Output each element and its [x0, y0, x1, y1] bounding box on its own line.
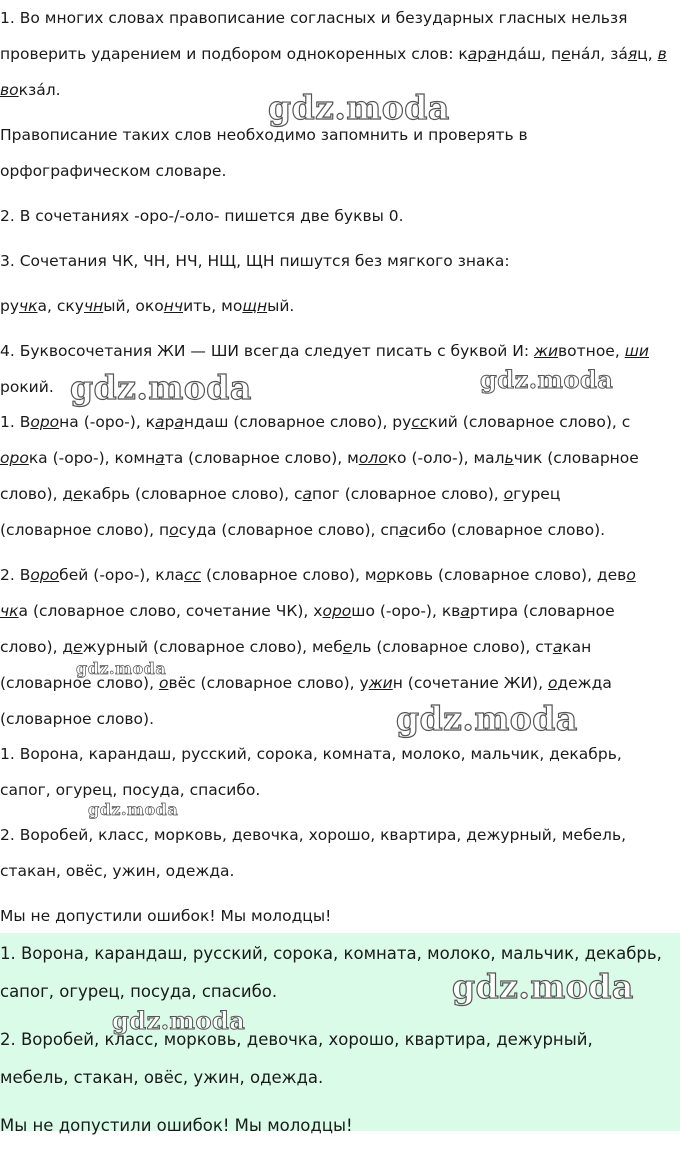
highlighted-letters: а	[399, 521, 409, 539]
text-line	[0, 637, 680, 657]
text-line	[0, 448, 680, 468]
text-fragment: 4. Буквосочетания ЖИ — ШИ всегда следует писать с буквой И:	[0, 342, 534, 360]
watermark-logo: gdz.moda	[76, 659, 167, 678]
text-fragment: ый, око	[103, 297, 164, 315]
text-line	[0, 520, 680, 540]
text-fragment: (словарное слово), п	[0, 521, 170, 539]
text-fragment: кий (словарное слово), с	[428, 413, 631, 431]
highlighted-letters: жи	[533, 342, 559, 360]
highlighted-letters: ь	[504, 449, 514, 467]
highlighted-letters: е	[342, 638, 353, 656]
answer-line: Мы не допустили ошибок! Мы молодцы!	[0, 1116, 353, 1135]
highlighted-letters: оро	[30, 566, 60, 584]
highlighted-letters: оро	[30, 413, 60, 431]
text-fragment: 1. Ворона, карандаш, русский, сорока, комната, молоко, мальчик, декабрь,	[0, 745, 622, 763]
text-fragment: проверить ударением и подбором однокоренных слов: к	[0, 45, 468, 63]
highlighted-letters: а	[174, 413, 184, 431]
text-fragment: чик (словарное	[513, 449, 639, 467]
text-line	[0, 565, 680, 585]
highlighted-letters: жи	[368, 674, 393, 692]
highlighted-letters: о	[503, 485, 514, 503]
text-fragment: 3. Сочетания ЧК, ЧН, НЧ, НЩ, ЩН пишутся без мягкого знака:	[0, 252, 510, 270]
text-line	[0, 125, 680, 145]
text-fragment: на́л, за́	[570, 45, 628, 63]
text-fragment: ру	[0, 297, 20, 315]
watermark-logo: gdz.moda	[452, 967, 634, 1006]
text-fragment: бей (-оро-), кла	[59, 566, 184, 584]
text-fragment: 2. Воробей, класс, морковь, девочка, хорошо, квартира, дежурный, мебель,	[0, 826, 627, 844]
highlighted-letters: а	[302, 485, 312, 503]
text-fragment: ц,	[637, 45, 658, 63]
text-fragment: вёс (словарное слово), у	[168, 674, 369, 692]
text-fragment: пог (словарное слово),	[312, 485, 504, 503]
watermark-logo: gdz.moda	[268, 88, 450, 127]
text-fragment: та (словарное слово), м	[164, 449, 359, 467]
text-fragment: н (сочетание ЖИ),	[392, 674, 548, 692]
text-fragment: р	[477, 45, 488, 63]
text-fragment: шо (-оро-), кв	[351, 602, 461, 620]
text-fragment: ль (словарное слово), ст	[352, 638, 553, 656]
text-line	[0, 251, 680, 271]
highlighted-letters: нч	[163, 297, 184, 315]
text-fragment: ндаш (словарное слово), ру	[183, 413, 412, 431]
text-fragment: р	[164, 413, 175, 431]
watermark-logo: gdz.moda	[70, 368, 252, 407]
highlighted-letters: ши	[624, 342, 649, 360]
text-line	[0, 906, 680, 926]
highlighted-letters: о	[169, 521, 179, 539]
watermark-logo: gdz.moda	[396, 699, 578, 738]
highlighted-letters: е	[73, 485, 83, 503]
text-line	[0, 412, 680, 432]
text-line	[0, 601, 680, 621]
highlighted-letters: а	[552, 638, 563, 656]
watermark-logo: gdz.moda	[480, 365, 614, 394]
text-fragment: орфографическом словаре.	[0, 162, 227, 180]
text-fragment: суда (словарное слово), сп	[178, 521, 399, 539]
text-fragment: 1. В	[0, 413, 31, 431]
text-fragment: вотное,	[558, 342, 625, 360]
highlighted-letters: сс	[411, 413, 429, 431]
highlighted-letters: я	[627, 45, 638, 63]
highlighted-letters: оро	[322, 602, 352, 620]
highlighted-letters: оло	[358, 449, 388, 467]
highlighted-letters: о	[376, 566, 387, 584]
watermark-logo: gdz.moda	[112, 1006, 246, 1035]
text-fragment: кабрь (словарное слово), с	[82, 485, 303, 503]
text-line	[0, 161, 680, 181]
text-fragment: ый.	[267, 297, 295, 315]
text-line	[0, 744, 680, 764]
text-fragment: (словарное слово).	[0, 710, 155, 728]
answer-line: мебель, стакан, овёс, ужин, одежда.	[0, 1068, 324, 1087]
text-fragment: а (словарное слово, сочетание ЧК), х	[18, 602, 323, 620]
highlighted-letters: е	[73, 638, 83, 656]
text-fragment: сибо (словарное слово).	[408, 521, 606, 539]
highlighted-letters: а	[467, 45, 478, 63]
highlighted-letters: о	[158, 674, 169, 692]
watermark-logo: gdz.moda	[88, 800, 179, 819]
text-fragment: (словарное слово),	[0, 674, 159, 692]
text-line	[0, 484, 680, 504]
text-fragment: рковь (словарное слово), дев	[386, 566, 627, 584]
text-fragment: ить, мо	[183, 297, 243, 315]
highlighted-letters: во	[0, 81, 19, 99]
text-fragment: слово), д	[0, 485, 74, 503]
text-fragment: дежда	[557, 674, 612, 692]
highlighted-letters: оро	[0, 449, 29, 467]
answer-line: 2. Воробей, класс, морковь, девочка, хорошо, квартира, дежурный,	[0, 1030, 593, 1049]
text-fragment: Правописание таких слов необходимо запомнить и проверять в	[0, 126, 528, 144]
text-line	[0, 861, 680, 881]
highlighted-letters: е	[561, 45, 571, 63]
highlighted-letters: в	[657, 45, 667, 63]
highlighted-letters: щн	[242, 297, 268, 315]
text-fragment: 2. В сочетаниях -оро-/-оло- пишется две буквы 0.	[0, 207, 404, 225]
text-line	[0, 341, 680, 361]
text-fragment: 2. В	[0, 566, 31, 584]
highlighted-letters: о	[547, 674, 558, 692]
text-fragment: кан	[562, 638, 592, 656]
highlighted-letters: а	[155, 413, 165, 431]
text-line	[0, 8, 680, 28]
highlighted-letters: чн	[83, 297, 104, 315]
answer-line: 1. Ворона, карандаш, русский, сорока, комната, молоко, мальчик, декабрь,	[0, 944, 662, 963]
text-line	[0, 296, 680, 316]
text-fragment: на (-оро-), к	[59, 413, 156, 431]
text-fragment: сапог, огурец, посуда, спасибо.	[0, 781, 261, 799]
text-fragment: стакан, овёс, ужин, одежда.	[0, 862, 235, 880]
text-fragment: ртира (словарное	[469, 602, 615, 620]
text-fragment: журный (словарное слово), меб	[82, 638, 343, 656]
text-line	[0, 780, 680, 800]
highlighted-letters: сс	[183, 566, 202, 584]
text-fragment: ко (-оло-), мал	[387, 449, 505, 467]
text-fragment: слово), д	[0, 638, 74, 656]
text-line	[0, 709, 680, 729]
highlighted-letters: чк	[19, 297, 38, 315]
highlighted-letters: а	[487, 45, 497, 63]
text-fragment: а, ску	[37, 297, 84, 315]
text-fragment: кза́л.	[18, 81, 61, 99]
text-fragment: Мы не допустили ошибок! Мы молодцы!	[0, 907, 332, 925]
text-fragment: нда́ш, п	[496, 45, 562, 63]
text-fragment: (словарное слово), м	[201, 566, 377, 584]
highlighted-letters: чк	[0, 602, 19, 620]
text-fragment: 1. Во многих словах правописание согласных и безударных гласных нельзя	[0, 9, 628, 27]
text-fragment: ка (-оро-), комн	[28, 449, 156, 467]
text-line	[0, 44, 680, 64]
text-line	[0, 206, 680, 226]
text-line	[0, 825, 680, 845]
highlighted-letters: о	[626, 566, 636, 584]
text-fragment: гурец	[513, 485, 561, 503]
answer-line: сапог, огурец, посуда, спасибо.	[0, 982, 278, 1001]
text-fragment: рокий.	[0, 378, 54, 396]
highlighted-letters: а	[155, 449, 165, 467]
highlighted-letters: а	[460, 602, 470, 620]
